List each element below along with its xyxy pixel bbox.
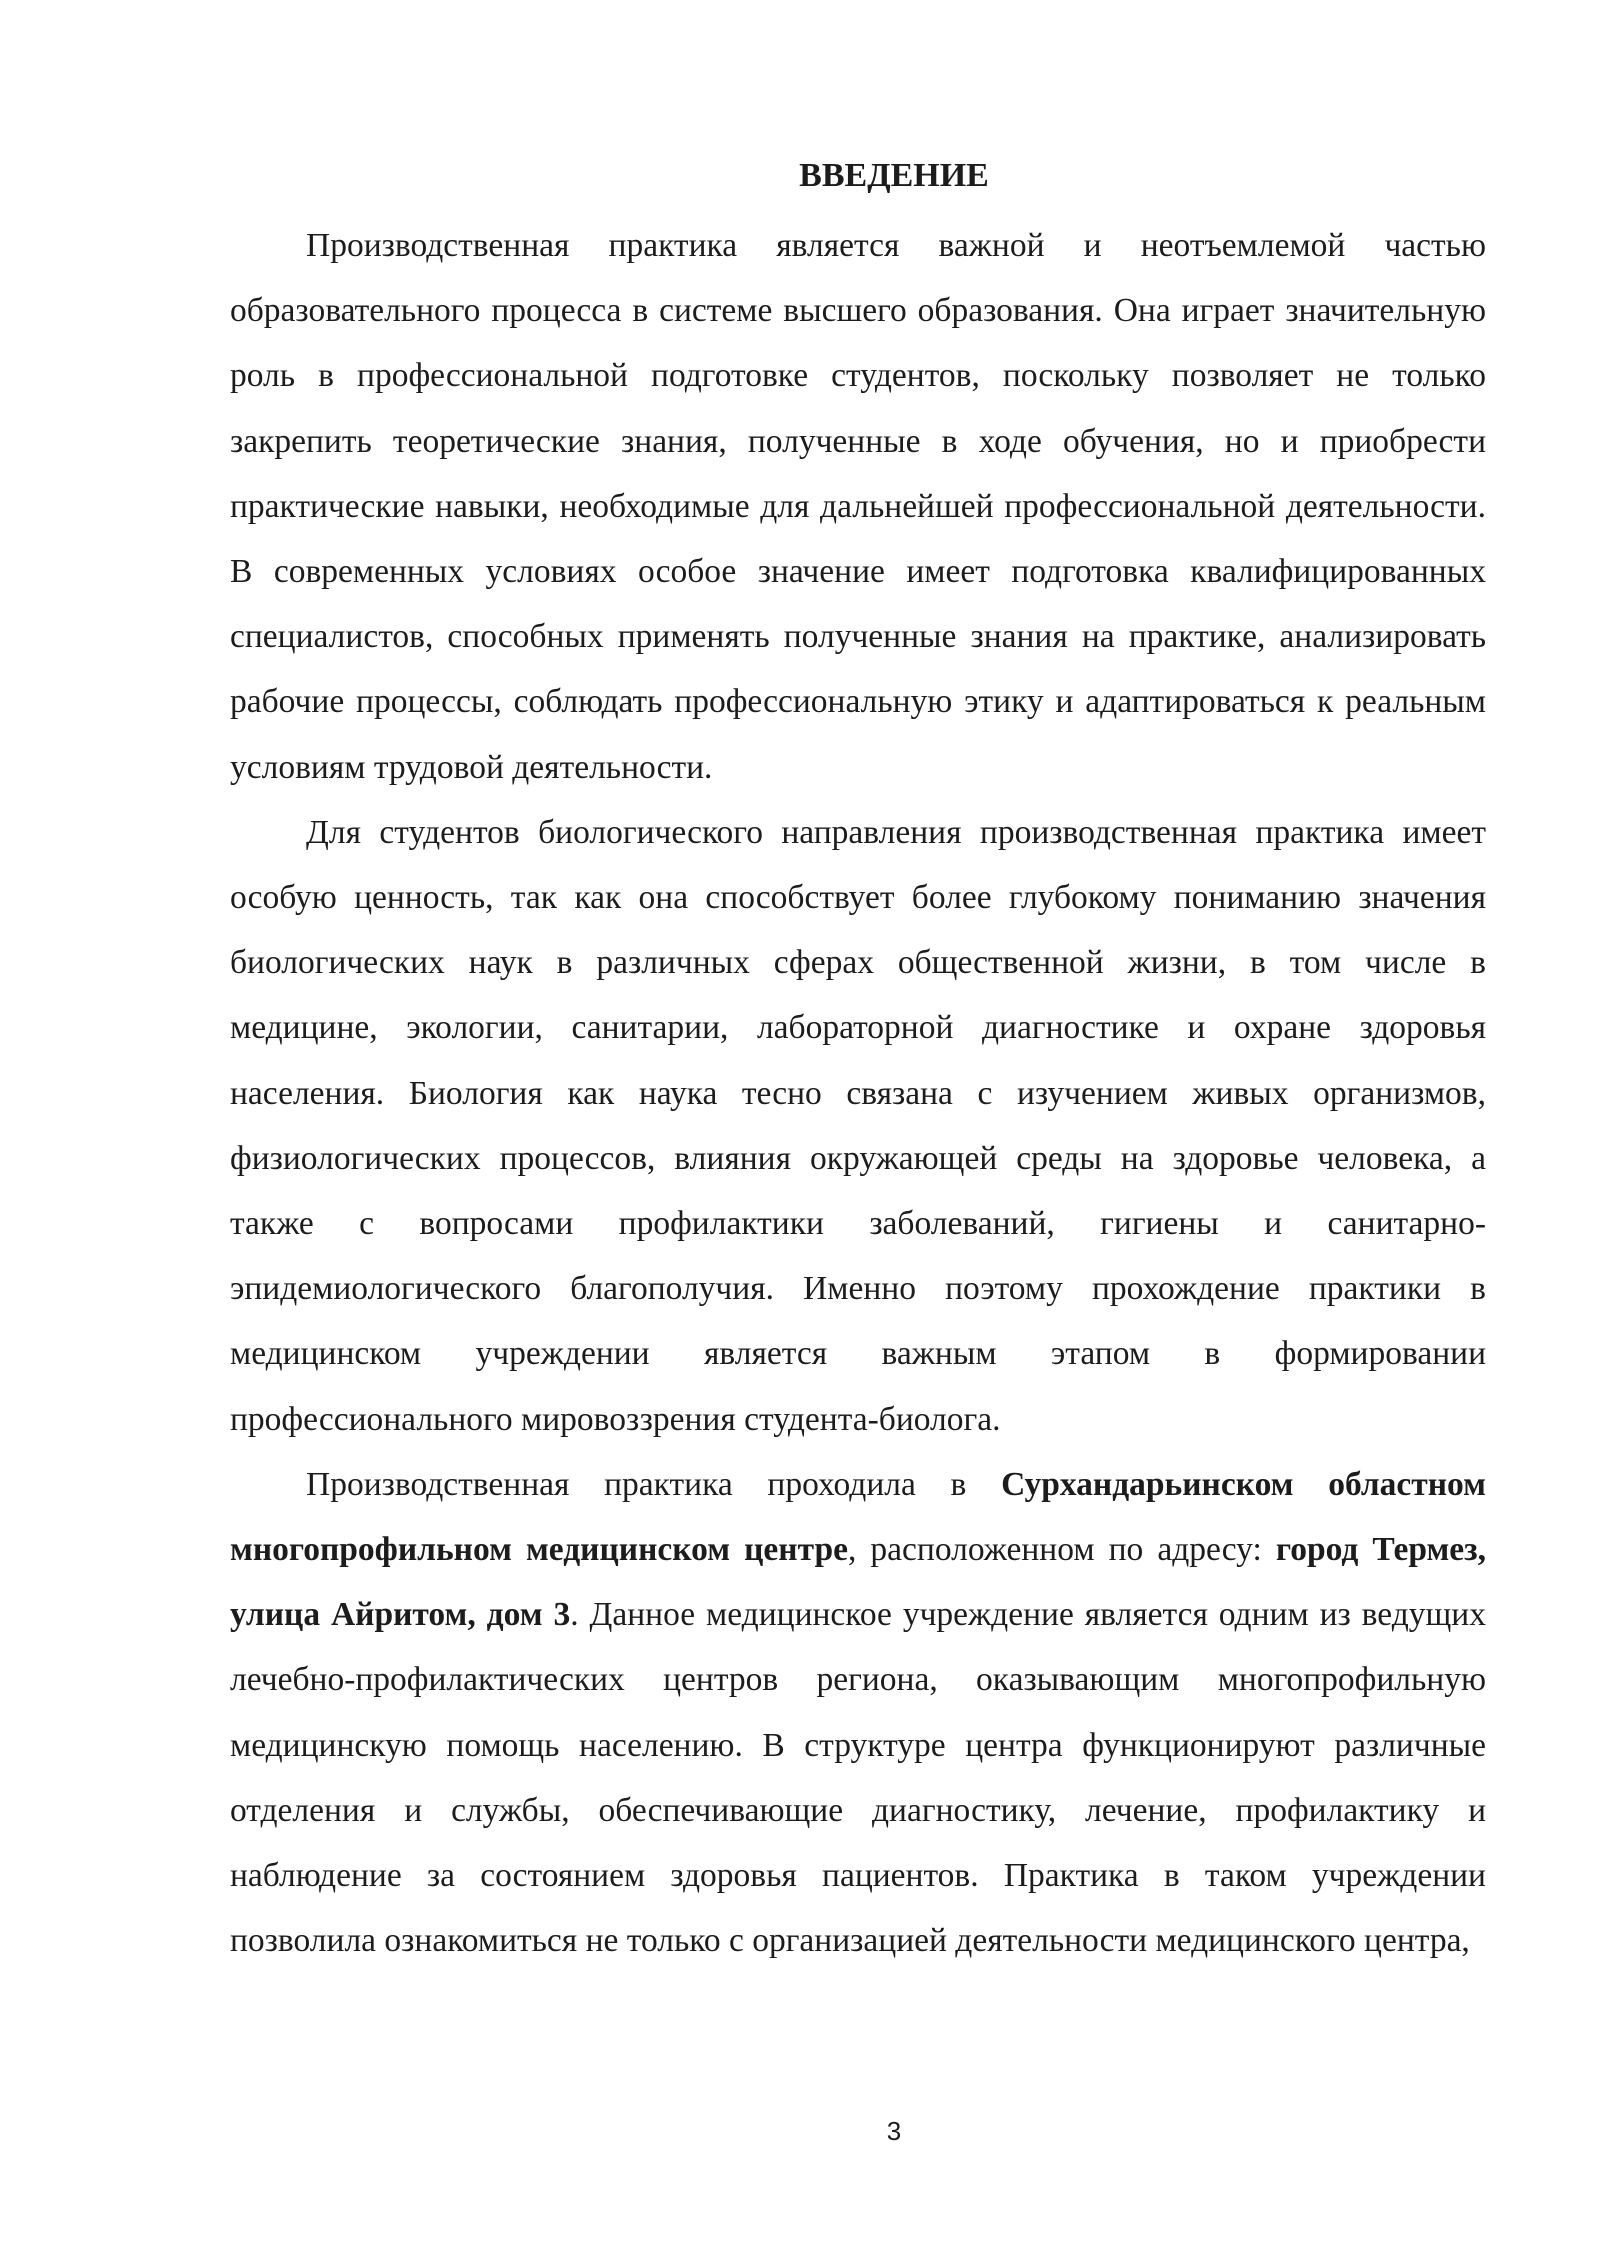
page-number: 3: [886, 2116, 902, 2146]
paragraph-3-text-1: Производственная практика проходила в: [306, 1465, 1002, 1503]
paragraph-3-text-2: , расположенном по адресу:: [847, 1531, 1276, 1569]
paragraph-2: Для студентов биологического направления производственная практика имеет особую ценность, так как она способствует более глубокому пониманию значения биологических наук в различных сферах общественной жизни, в том числе в медицине, экологии, санитарии, лабораторной диагностике и охране здоровья населения. Биология как наука тесно связана с изучением живых организмов, физиологических процессов, влияния окружающей среды на здоровье человека, а также с вопросами профилактики заболеваний, гигиены и санитарно-эпидемиологического благополучия. Именно поэтому прохождение практики в медицинском учреждении является важным этапом в формировании профессионального мировоззрения студента-биолога.: [230, 813, 1486, 1438]
page-title: ВВЕДЕНИЕ: [799, 157, 989, 194]
paragraph-3-text-3: . Данное медицинское учреждение является одним из ведущих лечебно-профилактических центров региона, оказывающим многопрофильную медицинскую помощь населению. В структуре центра функционируют различные отделения и службы, обеспечивающие диагностику, лечение, профилактику и наблюдение за состоянием здоровья пациентов. Практика в таком учреждении позволила ознакомиться не только с организацией деятельности медицинского центра,: [230, 1596, 1486, 1960]
paragraph-3-bold-center-name: Сурхандарьинском областном многопрофильном медицинском центре: [230, 1465, 1486, 1569]
paragraph-3-bold-address: город Термез, улица Айритом, дом 3: [230, 1531, 1486, 1634]
document-body: [230, 213, 1486, 1973]
paragraph-3: [230, 1452, 1486, 1974]
paragraph-1: Производственная практика является важной и неотъемлемой частью образовательного процесса в системе высшего образования. Она играет значительную роль в профессиональной подготовке студентов, поскольку позволяет не только закрепить теоретические знания, полученные в ходе обучения, но и приобрести практические навыки, необходимые для дальнейшей профессиональной деятельности. В современных условиях особое значение имеет подготовка квалифицированных специалистов, способных применять полученные знания на практике, анализировать рабочие процессы, соблюдать профессиональную этику и адаптироваться к реальным условиям трудовой деятельности.: [230, 227, 1486, 786]
